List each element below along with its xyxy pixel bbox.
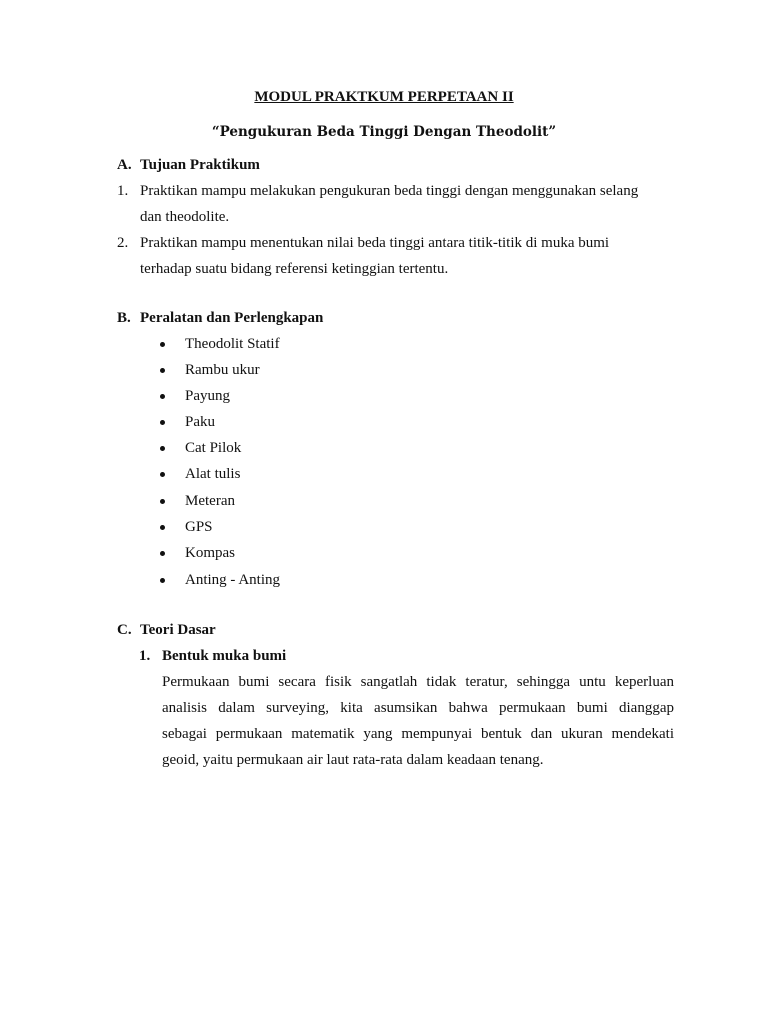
- section-c-heading: [117, 620, 216, 640]
- objective-item: [117, 181, 677, 227]
- bullet-icon: [160, 499, 165, 504]
- paragraph-line: geoid, yaitu permukaan air laut rata-rata dalam keadaan tenang.: [162, 752, 544, 768]
- equipment-label: Payung: [185, 388, 230, 404]
- equipment-label: Anting - Anting: [185, 572, 281, 588]
- section-b-heading: [117, 308, 323, 328]
- objective-line: Praktikan mampu menentukan nilai beda tinggi antara titik-titik di muka bumi: [140, 235, 610, 251]
- section-c-letter: C.: [117, 622, 132, 638]
- bullet-icon: [160, 394, 165, 399]
- objective-number: 2.: [117, 235, 129, 251]
- section-b-letter: B.: [117, 310, 131, 326]
- equipment-label: Meteran: [185, 493, 235, 509]
- document-title: MODUL PRAKTKUM PERPETAAN II: [254, 89, 514, 105]
- paragraph-line: sebagai permukaan matematik yang mempunyai bentuk dan ukuran mendekati: [162, 726, 674, 742]
- bullet-icon: [160, 525, 165, 530]
- equipment-label: Alat tulis: [185, 466, 241, 482]
- section-a-heading: [117, 155, 260, 175]
- bullet-icon: [160, 420, 165, 425]
- bullet-icon: [160, 368, 165, 373]
- document-subtitle: “Pengukuran Beda Tinggi Dengan Theodolit”: [211, 124, 557, 140]
- bullet-icon: [160, 578, 165, 583]
- objective-line: dan theodolite.: [140, 209, 230, 225]
- equipment-label: Kompas: [185, 545, 235, 561]
- subsection-heading: [139, 646, 286, 666]
- objective-item: [117, 233, 677, 279]
- equipment-label: Paku: [185, 414, 215, 430]
- section-c-title: Teori Dasar: [140, 622, 216, 638]
- paragraph-line: analisis dalam surveying, kita asumsikan bahwa permukaan bumi dianggap: [162, 700, 674, 716]
- subsection-number: 1.: [139, 648, 151, 664]
- equipment-label: Rambu ukur: [185, 362, 260, 378]
- bullet-icon: [160, 472, 165, 477]
- objective-line: terhadap suatu bidang referensi ketinggian tertentu.: [140, 261, 449, 277]
- bullet-icon: [160, 342, 165, 347]
- paragraph-line: Permukaan bumi secara fisik sangatlah tidak teratur, sehingga untu keperluan: [162, 674, 674, 690]
- bullet-icon: [160, 551, 165, 556]
- objective-line: Praktikan mampu melakukan pengukuran beda tinggi dengan menggunakan selang: [140, 183, 639, 199]
- equipment-label: Theodolit Statif: [185, 336, 280, 352]
- section-a-letter: A.: [117, 157, 132, 173]
- section-b-title: Peralatan dan Perlengkapan: [140, 310, 324, 326]
- equipment-label: GPS: [185, 519, 213, 535]
- bullet-icon: [160, 446, 165, 451]
- equipment-label: Cat Pilok: [185, 440, 242, 456]
- section-a-title: Tujuan Praktikum: [140, 157, 260, 173]
- objective-number: 1.: [117, 183, 129, 199]
- subsection-title: Bentuk muka bumi: [162, 648, 287, 664]
